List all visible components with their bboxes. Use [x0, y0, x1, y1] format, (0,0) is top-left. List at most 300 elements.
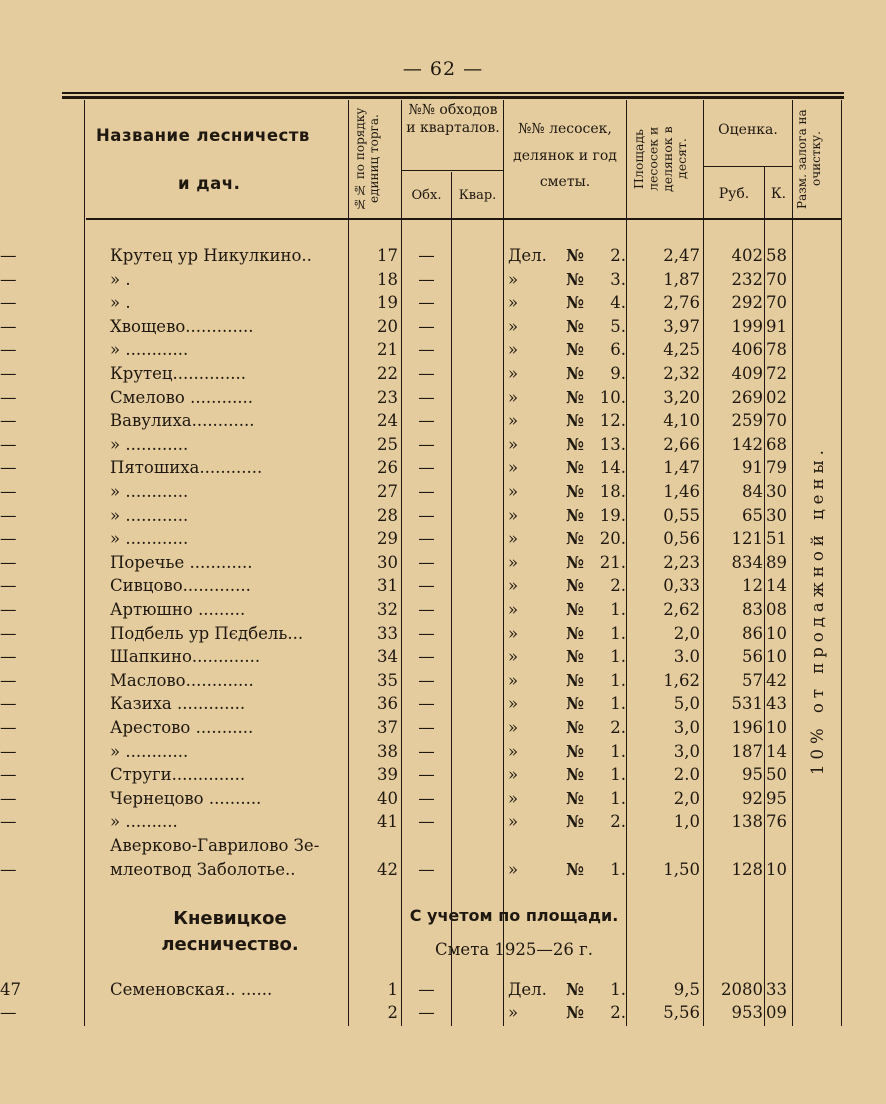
cell-no: № — [566, 576, 584, 596]
cell-name: » . — [110, 293, 131, 313]
cell-del: » — [508, 364, 519, 383]
cell-area: 0,33 — [663, 576, 700, 596]
cell-name: Крутец.............. — [110, 364, 246, 383]
cell-no: № — [566, 718, 584, 737]
table-row — [0, 789, 886, 813]
ocenka-sub-rule — [704, 166, 792, 167]
cell-name: млеотвод Заболотье.. — [110, 859, 296, 879]
header-name-line1: Название лесничеств — [96, 126, 310, 145]
cell-kvar: — — [0, 340, 17, 360]
cell-name: Смелово ............ — [110, 387, 254, 407]
cell-nv: 5. — [610, 316, 626, 336]
header-obhod: №№ обходов и кварталов. — [406, 102, 500, 136]
table-row — [0, 1003, 886, 1027]
cell-nv: 4. — [610, 293, 626, 313]
table-row — [0, 388, 886, 412]
cell-kop: 42 — [766, 670, 787, 690]
cell-obh: — — [418, 694, 435, 714]
cell-obh: — — [418, 670, 435, 690]
cell-rub: 65 — [742, 505, 763, 525]
header-zalog: Разм. залога на очистку. — [795, 109, 823, 209]
cell-del: » — [508, 623, 519, 643]
page-number: — 62 — — [402, 58, 484, 80]
cell-area: 3,0 — [673, 718, 700, 737]
cell-kop: 51 — [766, 529, 787, 549]
cell-del: » — [508, 647, 519, 667]
table-row — [0, 340, 886, 364]
cell-obh: — — [418, 387, 435, 407]
cell-obh: — — [418, 623, 435, 643]
cell-kvar: — — [0, 670, 17, 690]
cell-no: № — [566, 434, 584, 454]
table-row — [0, 980, 886, 1004]
cell-rub: 187 — [731, 741, 763, 761]
cell-name: » ............ — [110, 340, 189, 360]
cell-no: № — [566, 670, 584, 690]
cell-rub: 269 — [731, 387, 763, 407]
table-row — [0, 435, 886, 459]
cell-obh: — — [418, 1003, 435, 1022]
cell-area: 2,0 — [673, 623, 700, 643]
top-rule-thick — [62, 96, 844, 99]
cell-kop: 70 — [766, 269, 787, 289]
cell-obh: — — [418, 505, 435, 525]
cell-num: 30 — [377, 552, 398, 572]
cell-name: » . — [110, 269, 131, 289]
cell-no: № — [566, 387, 584, 407]
cell-num: 23 — [377, 387, 398, 407]
cell-num: 24 — [377, 411, 398, 431]
obhod-sub-rule — [402, 170, 503, 171]
cell-name: » ............ — [110, 505, 189, 525]
cell-rub: 259 — [731, 411, 763, 431]
cell-rub: 91 — [742, 458, 763, 478]
cell-kop: 78 — [766, 340, 787, 360]
cell-del: » — [508, 552, 519, 572]
cell-del: Дел. — [508, 980, 547, 999]
cell-del: » — [508, 788, 519, 808]
cell-name: Вавулиха............ — [110, 411, 255, 431]
cell-nv: 19. — [599, 505, 626, 525]
table-row — [0, 529, 886, 553]
cell-kop: 09 — [766, 1003, 787, 1022]
cell-obh: — — [418, 482, 435, 501]
cell-kop: 10 — [766, 718, 787, 737]
cell-kvar: — — [0, 316, 17, 336]
cell-obh: — — [418, 812, 435, 832]
cell-nv: 10. — [599, 387, 626, 407]
cell-no: № — [566, 269, 584, 289]
cell-kvar: — — [0, 529, 17, 549]
cell-nv: 3. — [610, 269, 626, 289]
table-row — [0, 694, 886, 718]
cell-kvar: — — [0, 741, 17, 761]
cell-del: Дел. — [508, 246, 547, 265]
section-title-line1: Кневицкое — [173, 908, 287, 929]
cell-num: 42 — [377, 859, 398, 879]
cell-name: Сивцово............. — [110, 576, 251, 596]
cell-kvar: — — [0, 246, 17, 265]
cell-area: 4,25 — [663, 340, 700, 360]
cell-nv: 1. — [610, 765, 626, 785]
table-row — [0, 364, 886, 388]
cell-name: Поречье ............ — [110, 552, 253, 572]
cell-kvar: — — [0, 600, 17, 619]
cell-area: 5,56 — [663, 1003, 700, 1022]
cell-area: 0,55 — [663, 505, 700, 525]
cell-num: 1 — [387, 980, 398, 999]
table-row — [0, 482, 886, 506]
cell-nv: 21. — [599, 552, 626, 572]
table-row — [0, 411, 886, 435]
cell-kop: 58 — [766, 246, 787, 265]
cell-area: 2,0 — [673, 788, 700, 808]
cell-kvar: 47 — [0, 980, 21, 999]
cell-name: Крутец ур Никулкино.. — [110, 246, 312, 265]
cell-obh: — — [418, 458, 435, 478]
cell-num: 40 — [377, 788, 398, 808]
cell-no: № — [566, 316, 584, 336]
table-row — [0, 458, 886, 482]
cell-obh: — — [418, 600, 435, 619]
cell-no: № — [566, 364, 584, 383]
cell-num: 38 — [377, 741, 398, 761]
cell-num: 35 — [377, 670, 398, 690]
cell-kvar: — — [0, 1003, 17, 1022]
cell-kop: 50 — [766, 765, 787, 785]
header-rub: Руб. — [718, 186, 750, 202]
cell-kvar: — — [0, 623, 17, 643]
cell-rub: 232 — [731, 269, 763, 289]
cell-no: № — [566, 458, 584, 478]
cell-kop: 89 — [766, 552, 787, 572]
cell-name: » ............ — [110, 741, 189, 761]
table-row — [0, 671, 886, 695]
cell-nv: 1. — [610, 859, 626, 879]
cell-nv: 12. — [599, 411, 626, 431]
cell-kvar: — — [0, 269, 17, 289]
cell-kop: 33 — [766, 980, 787, 999]
cell-area: 2.0 — [673, 765, 700, 785]
cell-nv: 1. — [610, 980, 626, 999]
cell-kop: 14 — [766, 576, 787, 596]
cell-no: № — [566, 788, 584, 808]
cell-kvar: — — [0, 694, 17, 714]
cell-name: » ............ — [110, 434, 189, 454]
cell-rub: 406 — [731, 340, 763, 360]
cell-no: № — [566, 505, 584, 525]
cell-del: » — [508, 741, 519, 761]
cell-area: 5,0 — [673, 694, 700, 714]
cell-rub: 57 — [742, 670, 763, 690]
cell-area: 1,0 — [673, 812, 700, 832]
cell-nv: 9. — [610, 364, 626, 383]
cell-no: № — [566, 600, 584, 619]
cell-obh: — — [418, 647, 435, 667]
cell-kop: 70 — [766, 411, 787, 431]
cell-num: 32 — [377, 600, 398, 619]
cell-rub: 128 — [731, 859, 763, 879]
cell-nv: 13. — [599, 434, 626, 454]
table-row — [0, 812, 886, 836]
table-row — [0, 742, 886, 766]
cell-kvar: — — [0, 387, 17, 407]
cell-kvar: — — [0, 411, 17, 431]
cell-area: 1,50 — [663, 859, 700, 879]
cell-del: » — [508, 812, 519, 832]
cell-area: 2,66 — [663, 434, 700, 454]
header-area: Площадь лесосек и делянок в десят. — [631, 126, 690, 192]
table-row — [0, 317, 886, 341]
cell-name: Струги.............. — [110, 765, 246, 785]
header-kop: К. — [770, 186, 787, 202]
cell-rub: 121 — [731, 529, 763, 549]
cell-del: » — [508, 576, 519, 596]
cell-del: » — [508, 316, 519, 336]
cell-rub: 83 — [742, 600, 763, 619]
cell-kvar: — — [0, 576, 17, 596]
table-row — [0, 506, 886, 530]
header-order: №№ по порядку единиц торга. — [353, 107, 381, 211]
cell-area: 1,62 — [663, 670, 700, 690]
cell-name: Подбель ур Пєдбель... — [110, 623, 304, 643]
cell-kop: 10 — [766, 859, 787, 879]
cell-obh: — — [418, 741, 435, 761]
cell-obh: — — [418, 293, 435, 313]
cell-area: 2,32 — [663, 364, 700, 383]
cell-area: 3,20 — [663, 387, 700, 407]
header-kvar: Квар. — [458, 188, 497, 203]
cell-name: Арестово ........... — [110, 718, 254, 737]
cell-del: » — [508, 718, 519, 737]
cell-num: 22 — [377, 364, 398, 383]
cell-name: » ............ — [110, 529, 189, 549]
cell-nv: 2. — [610, 1003, 626, 1022]
cell-obh: — — [418, 411, 435, 431]
cell-rub: 95 — [742, 765, 763, 785]
cell-obh: — — [418, 718, 435, 737]
cell-kvar: — — [0, 505, 17, 525]
cell-rub: 834 — [731, 552, 763, 572]
cell-no: № — [566, 812, 584, 832]
cell-obh: — — [418, 269, 435, 289]
cell-name: Хвощево............. — [110, 316, 254, 336]
header-ocenka: Оценка. — [718, 122, 778, 138]
header-name-line2: и дач. — [178, 174, 241, 193]
section-note: С учетом по площади. — [409, 906, 619, 925]
cell-num: 25 — [377, 434, 398, 454]
cell-kvar: — — [0, 718, 17, 737]
cell-num: 26 — [377, 458, 398, 478]
table-row — [0, 718, 886, 742]
cell-kvar: — — [0, 788, 17, 808]
cell-kvar: — — [0, 482, 17, 501]
cell-kop: 10 — [766, 623, 787, 643]
table-row — [0, 293, 886, 317]
cell-no: № — [566, 293, 584, 313]
cell-del: » — [508, 505, 519, 525]
cell-del: » — [508, 458, 519, 478]
cell-num: 28 — [377, 505, 398, 525]
cell-obh: — — [418, 765, 435, 785]
cell-rub: 92 — [742, 788, 763, 808]
cell-rub: 86 — [742, 623, 763, 643]
cell-name: Пятошиха............ — [110, 458, 263, 478]
cell-nv: 1. — [610, 600, 626, 619]
cell-rub: 953 — [731, 1003, 763, 1022]
cell-obh: — — [418, 529, 435, 549]
cell-kop: 14 — [766, 741, 787, 761]
cell-del: » — [508, 387, 519, 407]
cell-area: 2,76 — [663, 293, 700, 313]
cell-area: 4,10 — [663, 411, 700, 431]
cell-nv: 14. — [599, 458, 626, 478]
cell-obh: — — [418, 859, 435, 879]
cell-del: » — [508, 765, 519, 785]
cell-name: Казиха ............. — [110, 694, 246, 714]
cell-obh: — — [418, 364, 435, 383]
section-smeta: Смета 1925—26 г. — [434, 940, 594, 959]
cell-kop: 02 — [766, 387, 787, 407]
cell-kop: 10 — [766, 647, 787, 667]
cell-area: 1,47 — [663, 458, 700, 478]
cell-num: 36 — [377, 694, 398, 714]
cell-rub: 402 — [731, 246, 763, 265]
side-note-zalog: 10% от продажной цены. — [808, 445, 827, 775]
table-row — [0, 600, 886, 624]
cell-no: № — [566, 529, 584, 549]
cell-obh: — — [418, 340, 435, 360]
cell-nv: 2. — [610, 246, 626, 265]
cell-del: » — [508, 269, 519, 289]
cell-num: 20 — [377, 316, 398, 336]
cell-area: 9,5 — [673, 980, 700, 999]
table-row — [0, 765, 886, 789]
cell-kop: 30 — [766, 505, 787, 525]
cell-nv: 20. — [599, 529, 626, 549]
cell-obh: — — [418, 576, 435, 596]
cell-no: № — [566, 340, 584, 360]
cell-nv: 1. — [610, 670, 626, 690]
header-bottom-rule — [86, 218, 842, 220]
cell-nv: 18. — [599, 482, 626, 501]
cell-del: » — [508, 600, 519, 619]
cell-name: Аверково-Гаврилово Зе- — [110, 836, 320, 855]
cell-area: 0,56 — [663, 529, 700, 549]
cell-obh: — — [418, 246, 435, 265]
cell-nv: 1. — [610, 788, 626, 808]
cell-name: Шапкино............. — [110, 647, 261, 667]
table-row — [0, 553, 886, 577]
cell-area: 2,47 — [663, 246, 700, 265]
cell-del: » — [508, 859, 519, 879]
section-title-line2: лесничество. — [161, 934, 299, 955]
cell-del: » — [508, 670, 519, 690]
cell-kop: 95 — [766, 788, 787, 808]
cell-no: № — [566, 694, 584, 714]
cell-kop: 43 — [766, 694, 787, 714]
cell-kop: 70 — [766, 293, 787, 313]
cell-nv: 1. — [610, 647, 626, 667]
cell-kvar: — — [0, 434, 17, 454]
cell-num: 29 — [377, 529, 398, 549]
cell-num: 34 — [377, 647, 398, 667]
cell-area: 1,46 — [663, 482, 700, 501]
table-row — [0, 624, 886, 648]
cell-del: » — [508, 434, 519, 454]
cell-del: » — [508, 1003, 519, 1022]
cell-num: 27 — [377, 482, 398, 501]
cell-nv: 2. — [610, 812, 626, 832]
cell-rub: 2080 — [721, 980, 763, 999]
cell-area: 2,62 — [663, 600, 700, 619]
table-row — [0, 246, 886, 270]
cell-kop: 76 — [766, 812, 787, 832]
cell-del: » — [508, 694, 519, 714]
cell-nv: 1. — [610, 741, 626, 761]
cell-no: № — [566, 246, 584, 265]
cell-no: № — [566, 1003, 584, 1022]
cell-kvar: — — [0, 293, 17, 313]
cell-rub: 531 — [731, 694, 763, 714]
cell-area: 3,97 — [663, 316, 700, 336]
cell-kvar: — — [0, 458, 17, 478]
cell-name: Семеновская.. ...... — [110, 980, 273, 999]
cell-rub: 142 — [731, 434, 763, 454]
cell-kvar: — — [0, 647, 17, 667]
cell-name: Артюшно ......... — [110, 600, 246, 619]
cell-kop: 72 — [766, 364, 787, 383]
cell-name: » ............ — [110, 482, 189, 501]
cell-rub: 84 — [742, 482, 763, 501]
cell-area: 3.0 — [673, 647, 700, 667]
cell-kvar: — — [0, 364, 17, 383]
cell-area: 1,87 — [663, 269, 700, 289]
cell-kop: 30 — [766, 482, 787, 501]
table-row — [0, 860, 886, 884]
cell-nv: 1. — [610, 694, 626, 714]
cell-kvar: — — [0, 765, 17, 785]
table-row — [0, 647, 886, 671]
cell-num: 31 — [377, 576, 398, 596]
cell-area: 3,0 — [673, 741, 700, 761]
header-lesosek: №№ лесосек, делянок и год сметы. — [513, 121, 617, 191]
cell-name: » .......... — [110, 812, 178, 832]
cell-rub: 409 — [731, 364, 763, 383]
cell-rub: 138 — [731, 812, 763, 832]
cell-nv: 2. — [610, 576, 626, 596]
cell-kvar: — — [0, 552, 17, 572]
table-row — [0, 836, 886, 860]
cell-rub: 292 — [731, 293, 763, 313]
cell-no: № — [566, 623, 584, 643]
cell-num: 33 — [377, 623, 398, 643]
cell-obh: — — [418, 980, 435, 999]
cell-kvar: — — [0, 812, 17, 832]
cell-num: 21 — [377, 340, 398, 360]
cell-nv: 1. — [610, 623, 626, 643]
cell-kop: 08 — [766, 600, 787, 619]
cell-num: 17 — [377, 246, 398, 265]
cell-rub: 12 — [742, 576, 763, 596]
cell-rub: 199 — [731, 316, 763, 336]
cell-kvar: — — [0, 859, 17, 879]
cell-num: 19 — [377, 293, 398, 313]
cell-no: № — [566, 482, 584, 501]
cell-name: Чернецово .......... — [110, 788, 262, 808]
cell-rub: 56 — [742, 647, 763, 667]
cell-del: » — [508, 482, 519, 501]
